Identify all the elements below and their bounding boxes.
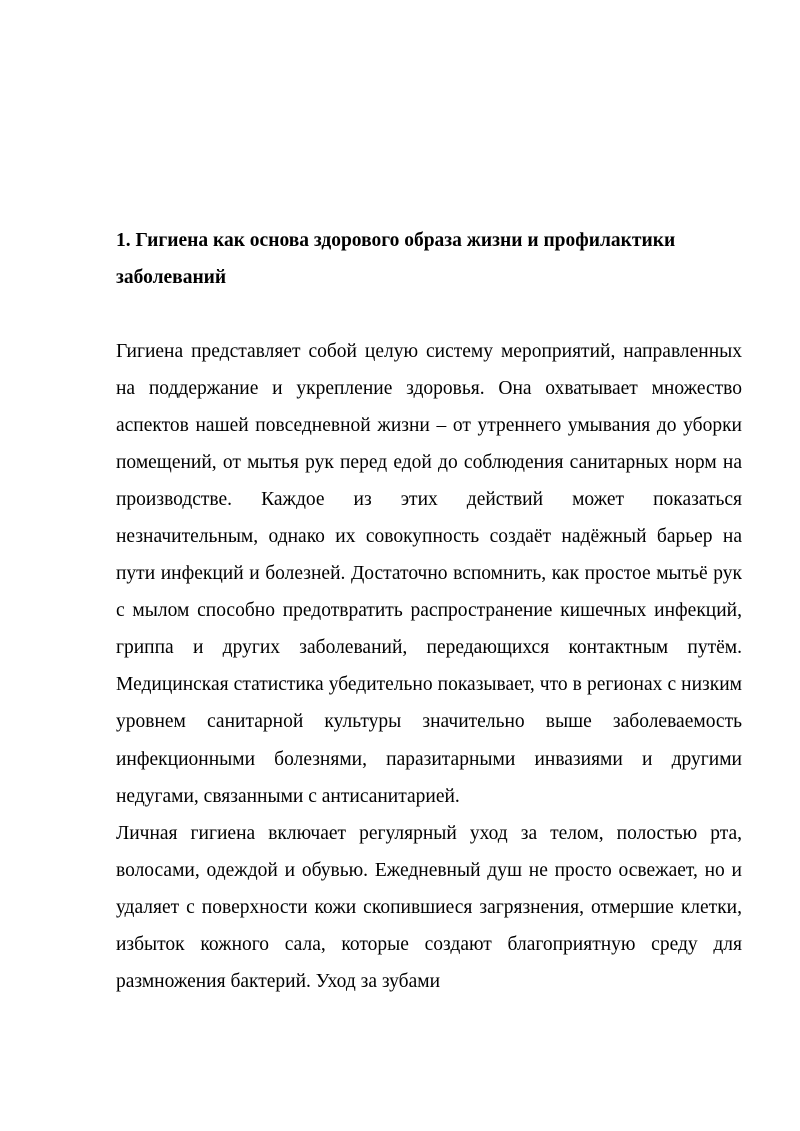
document-body: [116, 223, 742, 1037]
section-heading: 1. Гигиена как основа здорового образа жизни и профилактики заболеваний: [116, 230, 676, 288]
heading-spacer: [116, 296, 742, 333]
paragraph-hygiene-overview: Гигиена представляет собой целую систему мероприятий, направленных на поддержание и укрепление здоровья. Она охватывает множество аспектов нашей повседневной жизни – от утреннего умывания до уборки помещений, от мытья рук перед едой до соблюдения санитарных норм на производстве. Каждое из этих действий может показаться незначительным, однако их совокупность создаёт надёжный барьер на пути инфекций и болезней. Достаточно вспомнить, как простое мытьё рук с мылом способно предотвратить распространение кишечных инфекций, гриппа и других заболеваний, передающихся контактным путём. Медицинская статистика убедительно показывает, что в регионах с низким уровнем санитарной культуры значительно выше заболеваемость инфекционными болезнями, паразитарными инвазиями и другими недугами, связанными с антисанитарией.: [116, 340, 742, 807]
paragraph-personal-hygiene: Личная гигиена включает регулярный уход за телом, полостью рта, волосами, одеждой и обувью. Ежедневный душ не просто освежает, но и удаляет с поверхности кожи скопившиеся загрязнения, отмершие клетки, избыток кожного сала, которые создают благоприятную среду для размножения бактерий. Уход за зубами: [116, 822, 742, 993]
